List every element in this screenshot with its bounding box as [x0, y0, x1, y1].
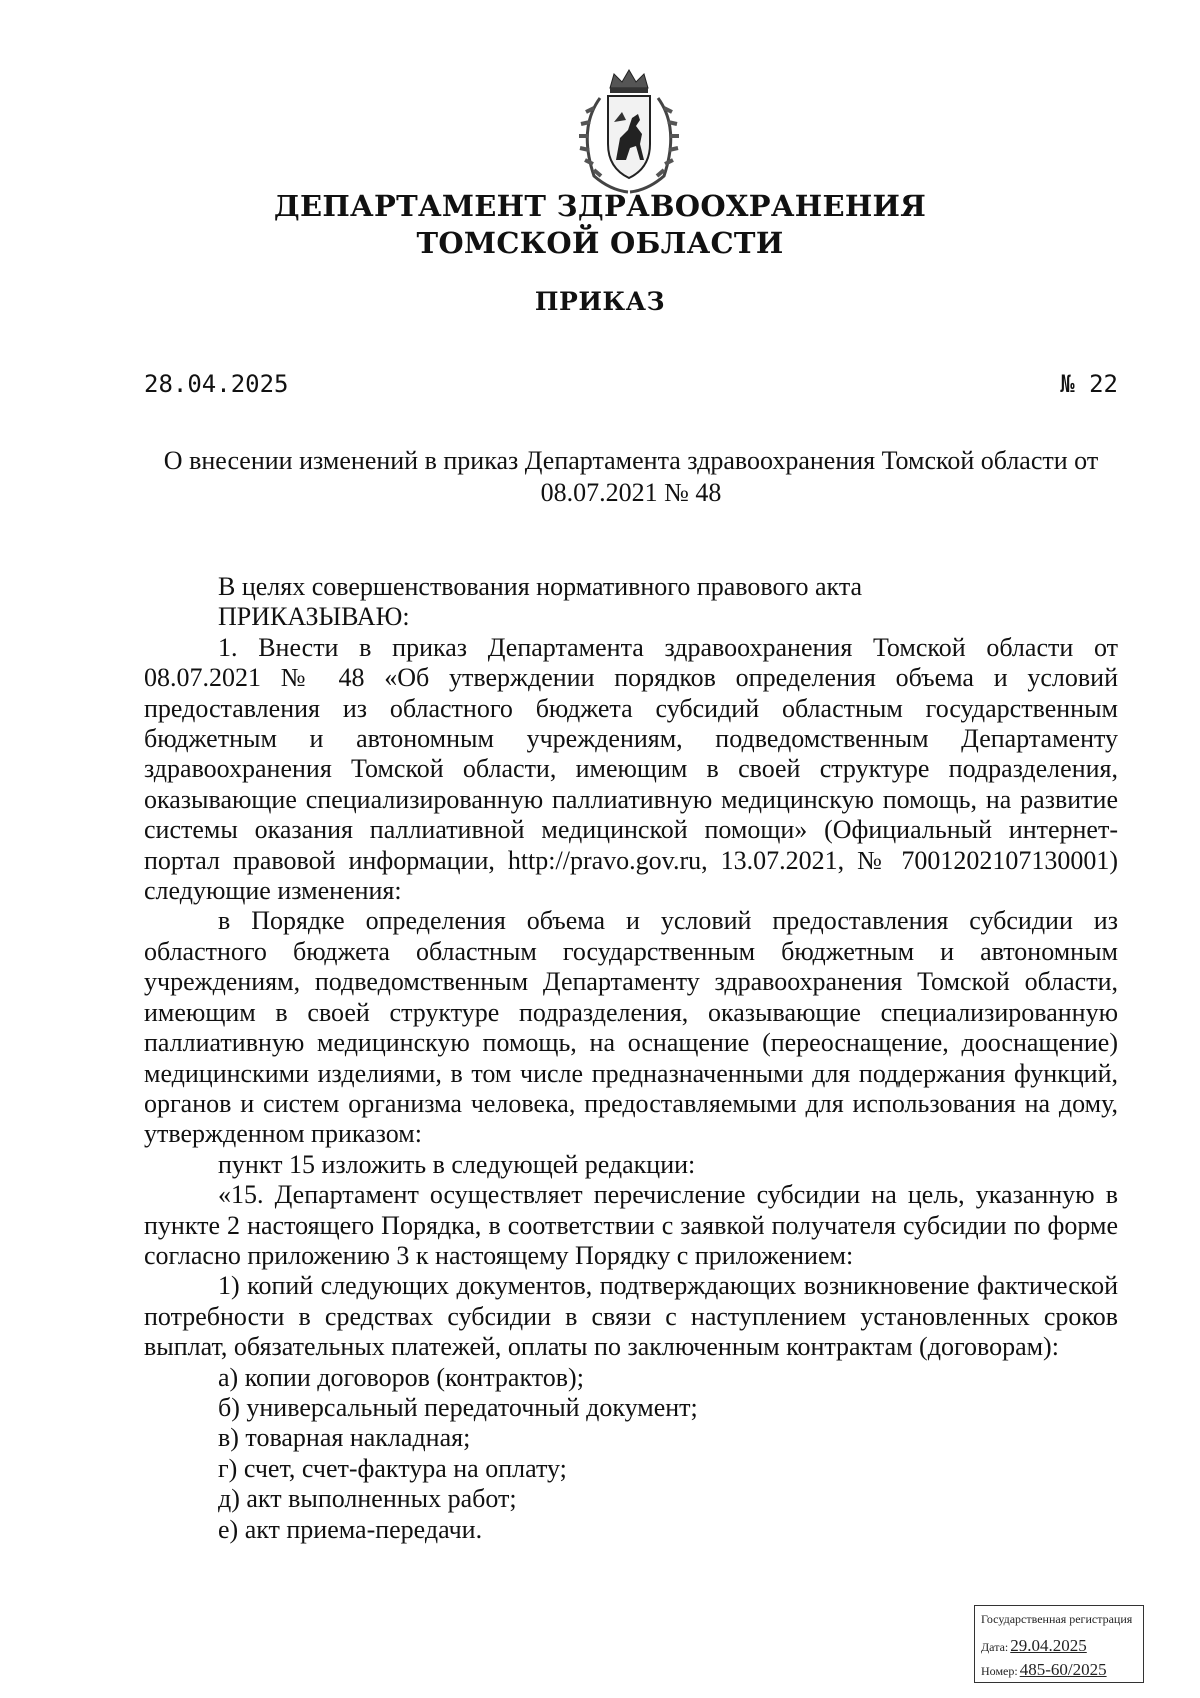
list-item: е) акт приема-передачи.: [218, 1514, 483, 1544]
department-name-line-2: ТОМСКОЙ ОБЛАСТИ: [416, 226, 784, 260]
order-date: 28.04.2025: [144, 370, 289, 398]
order-body: [144, 572, 1118, 1545]
list-item: в) товарная накладная;: [218, 1423, 471, 1453]
registration-stamp-caption: Государственная регистрация: [981, 1612, 1133, 1626]
department-name-line-1: ДЕПАРТАМЕНТ ЗДРАВООХРАНЕНИЯ: [273, 189, 927, 223]
list-item: д) акт выполненных работ;: [218, 1484, 517, 1514]
order-directive: ПРИКАЗЫВАЮ:: [218, 602, 410, 632]
list-item: б) универсальный передаточный документ;: [218, 1392, 698, 1422]
list-item: г) счет, счет-фактура на оплату;: [218, 1453, 567, 1483]
amendment-instruction-paragraph: пункт 15 изложить в следующей редакции:: [218, 1149, 696, 1179]
registration-date-row: [981, 1636, 1087, 1656]
order-number: № 22: [1060, 370, 1118, 398]
coat-of-arms-emblem: [570, 68, 688, 196]
order-title: О внесении изменений в приказ Департамента здравоохранения Томской области от 08.07.2021 № 48: [163, 446, 1099, 507]
documents-subclause-paragraph: 1) копий следующих документов, подтверждающих возникновение фактической потребности в средствах субсидии в связи с наступлением установленных сроков выплат, обязательных платежей, оплаты по заключенным контрактам (договорам):: [144, 1271, 1118, 1362]
registration-stamp: [974, 1605, 1144, 1683]
list-item: а) копии договоров (контрактов);: [218, 1362, 584, 1392]
document-type-heading: ПРИКАЗ: [534, 287, 666, 316]
registration-date-value: 29.04.2025: [1010, 1636, 1087, 1655]
registration-number-row: [981, 1660, 1107, 1680]
registration-number-label: Номер:: [981, 1664, 1018, 1678]
preamble-paragraph: В целях совершенствования нормативного правового акта: [218, 572, 863, 601]
new-clause-15-paragraph: «15. Департамент осуществляет перечисление субсидии на цель, указанную в пункте 2 настоящего Порядка, в соответствии с заявкой получателя субсидии по форме согласно приложению 3 к настоящему Порядку с приложением:: [144, 1180, 1118, 1270]
registration-date-label: Дата:: [981, 1640, 1009, 1654]
amendment-scope-paragraph: в Порядке определения объема и условий предоставления субсидии из областного бюджета областным государственным бюджетным и автономным учреждениям, подведомственным Департаменту здравоохранения Томской области, имеющим в своей структуре подразделения, оказывающие специализированную паллиативную медицинскую помощь, на оснащение (переоснащение, дооснащение) медицинскими изделиями, в том числе предназначенными для поддержания функций, органов и систем организма человека, предоставляемыми для использования на дому, утвержденном приказом:: [144, 906, 1118, 1149]
registration-number-value: 485-60/2025: [1019, 1660, 1107, 1679]
clause-1-paragraph: 1. Внести в приказ Департамента здравоохранения Томской области от 08.07.2021 № 48 «Об утверждении порядков определения объема и условий предоставления из областного бюджета субсидий областным государственным бюджетным и автономным учреждениям, подведомственным Департаменту здравоохранения Томской области, имеющим в своей структуре подразделения, оказывающие специализированную паллиативную медицинскую помощь, на развитие системы оказания паллиативной медицинской помощи» (Официальный интернет-портал правовой информации, http://pravo.gov.ru, 13.07.2021, № 7001202107130001) следующие изменения:: [144, 632, 1118, 906]
